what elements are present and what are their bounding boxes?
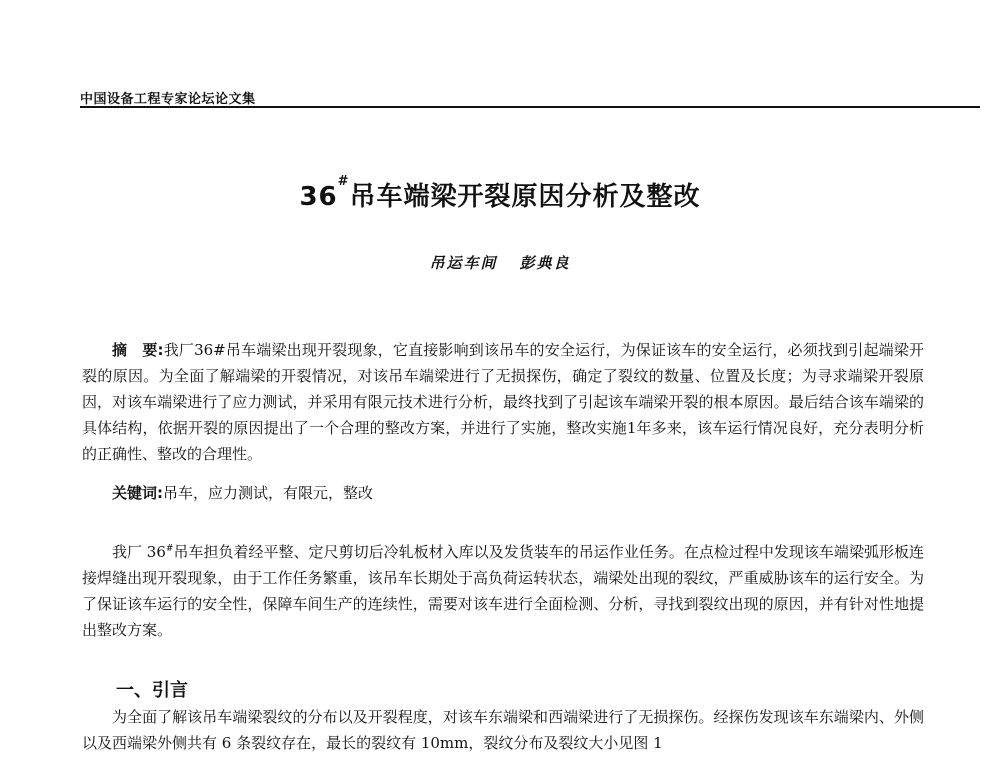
section-body	[82, 704, 924, 756]
section-text: 为全面了解该吊车端梁裂纹的分布以及开裂程度，对该车东端梁和西端梁进行了无损探伤。经探伤发现该车东端梁内、外侧以及西端梁外侧共有 6 条裂纹存在，最长的裂纹有 10mm，裂纹分布及裂纹大小见图 1	[82, 708, 924, 752]
keywords-label: 关键词:	[112, 484, 163, 502]
abstract	[82, 337, 924, 467]
abstract-label: 摘 要:	[112, 341, 164, 359]
intro-paragraph	[82, 536, 924, 643]
running-header: 中国设备工程专家论坛论文集	[80, 92, 256, 107]
keywords-text: 吊车，应力测试，有限元，整改	[163, 484, 374, 502]
section-heading: 一、引言	[116, 680, 188, 701]
author-name: 彭典良	[519, 254, 571, 272]
title-superscript: #	[337, 174, 350, 189]
intro-lead: 我厂 36	[112, 543, 166, 561]
paper-title	[0, 176, 1000, 213]
intro-superscript: #	[165, 544, 174, 554]
title-number: 36	[299, 182, 338, 212]
intro-text: 吊车担负着经平整、定尺剪切后冷轧板材入库以及发货装车的吊运作业任务。在点检过程中发现该车端梁弧形板连接焊缝出现开裂现象，由于工作任务繁重，该吊车长期处于高负荷运转状态，端梁处出现的裂纹，严重威胁该车的运行安全。为了保证该车运行的安全性，保障车间生产的连续性，需要对该车进行全面检测、分析，寻找到裂纹出现的原因，并有针对性地提出整改方案。	[82, 543, 924, 639]
title-text: 吊车端梁开裂原因分析及整改	[349, 182, 701, 212]
department: 吊运车间	[429, 254, 498, 272]
abstract-text: 我厂36#吊车端梁出现开裂现象，它直接影响到该吊车的安全运行，为保证该车的安全运行，必须找到引起端梁开裂的原因。为全面了解端梁的开裂情况，对该吊车端梁进行了无损探伤，确定了裂纹的数量、位置及长度；为寻求端梁开裂原因，对该车端梁进行了应力测试，并采用有限元技术进行分析，最终找到了引起该车端梁开裂的根本原因。最后结合该车端梁的具体结构，依据开裂的原因提出了一个合理的整改方案，并进行了实施，整改实施1年多来，该车运行情况良好，充分表明分析的正确性、整改的合理性。	[82, 341, 924, 463]
keywords	[82, 480, 924, 506]
header-rule	[80, 106, 980, 108]
author-line	[0, 252, 1000, 273]
